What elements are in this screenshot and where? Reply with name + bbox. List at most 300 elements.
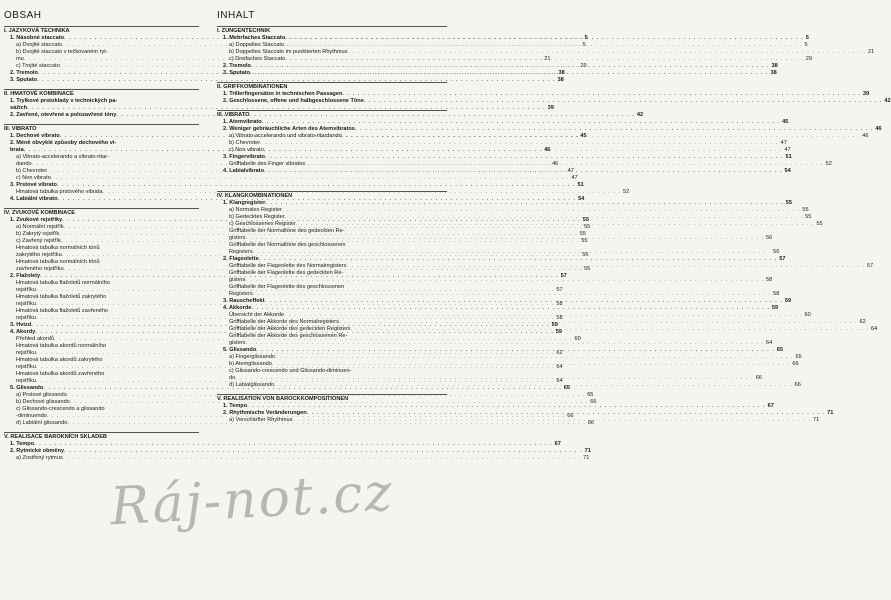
section-title: III. VIBRATO (4, 126, 37, 132)
entry-title: Hmatová tabulka flažoletů zavřeného (16, 308, 109, 314)
toc-entry[interactable] (217, 91, 870, 98)
entry-title: a) Normální rejstřík (16, 224, 64, 230)
leader-dots (285, 35, 804, 42)
leader-dots (285, 214, 804, 221)
entry-page: 55 (805, 214, 812, 220)
toc-entry[interactable] (4, 245, 199, 252)
entry-title: Přehled akordů (16, 336, 54, 342)
entry-title: a) Vibrato-accelerando und vibrato-ritardando (229, 133, 342, 139)
toc-entry[interactable] (4, 441, 561, 448)
block-gap (217, 105, 447, 108)
entry-title: b) Chevroter (16, 168, 48, 174)
entry-page: 67 (767, 403, 774, 409)
toc-entry[interactable] (217, 42, 808, 49)
entry-title: 1. Dechové vibrato (10, 133, 60, 139)
toc-column-german (217, 10, 891, 424)
section-rule (217, 82, 447, 83)
toc-entry[interactable] (4, 343, 199, 350)
entry-title: rejstříku (16, 301, 36, 307)
entry-title: Grifftabelle der Flageolette des Normalregisters (229, 263, 347, 269)
entry-title: 3. Sputato (223, 70, 251, 76)
entry-page: 59 (784, 298, 792, 304)
entry-title: 2. Flageolette (223, 256, 259, 262)
entry-title: brata (10, 147, 24, 153)
entry-page: 38 (557, 77, 564, 83)
toc-entry[interactable] (217, 228, 447, 235)
entry-page: 42 (884, 98, 891, 104)
toc-entry[interactable] (4, 182, 584, 189)
entry-page: 66 (587, 420, 595, 426)
entry-page: 65 (563, 385, 570, 391)
leader-dots (245, 235, 764, 242)
entry-title: Übersicht der Akkorde (229, 312, 285, 318)
entry-title: a) Doppeltes Staccato (229, 42, 285, 48)
toc-entry[interactable] (4, 259, 199, 266)
entry-title: -diminuendo (16, 413, 47, 419)
entry-title: Registers (229, 249, 253, 255)
entry-title: 2. Tremolo (223, 63, 251, 69)
entry-title: a) Fingerglissando (229, 354, 276, 360)
leader-dots (284, 312, 803, 319)
entry-title: b) Doppeltes Staccato im punktierten Rhythmus (229, 49, 348, 55)
entry-page: 54 (784, 168, 791, 174)
entry-title: 2. Geschlossene, offene und halbgeschlossene Töne (223, 98, 364, 104)
entry-page: 58 (765, 277, 773, 283)
entry-page: 57 (866, 263, 874, 269)
entry-title: 2. Rhythmische Veränderungen (223, 410, 307, 416)
entry-title: 1. Klangregister (223, 200, 266, 206)
entry-page: 58 (556, 315, 563, 321)
entry-title: b) Dechové glissando (16, 399, 70, 405)
block-gap (4, 84, 199, 87)
section-rule (4, 89, 199, 90)
toc-entry[interactable] (4, 154, 199, 161)
entry-page: 51 (785, 154, 792, 160)
toc-body-german (217, 26, 891, 424)
block-gap (4, 119, 199, 122)
entry-page: 62 (859, 319, 866, 325)
entry-page: 38 (558, 70, 565, 76)
entry-page: 46 (552, 161, 559, 167)
leader-dots (285, 56, 804, 63)
leader-dots (355, 126, 874, 133)
entry-title: Hmatová tabulka normálních tónů (16, 245, 100, 251)
entry-title: 2. Flažolety (10, 273, 41, 279)
entry-title: a) Verschärfter Rhythmus (229, 417, 293, 423)
section-rule (217, 394, 447, 395)
entry-title: d) Labiální glissando (16, 420, 68, 426)
entry-title: sážích (10, 105, 28, 111)
toc-entry[interactable] (217, 49, 875, 56)
entry-title: Grifftabelle der Akkorde des gedeckten Registers (229, 326, 351, 332)
toc-entry[interactable] (217, 270, 447, 277)
leader-dots (34, 441, 553, 448)
entry-page: 55 (816, 221, 823, 227)
toc-entry[interactable] (4, 371, 199, 378)
entry-page: 56 (773, 249, 780, 255)
toc-entry[interactable] (4, 98, 199, 105)
entry-title: Hmatová tabulka normálních tónů (16, 259, 100, 265)
leader-dots (259, 256, 778, 263)
entry-title: 3. Sputato (10, 77, 38, 83)
section-rule (4, 26, 199, 27)
entry-page: 57 (779, 256, 786, 262)
entry-title: 1. Atemvibrato (223, 119, 262, 125)
entry-page: 55 (802, 207, 809, 213)
entry-page: 55 (579, 231, 586, 237)
entry-page: 5 (805, 35, 809, 41)
entry-title: rejstříku (16, 364, 36, 370)
leader-dots (256, 347, 775, 354)
entry-page: 38 (770, 70, 777, 76)
block-gap (4, 203, 199, 206)
entry-title: 2. Tremolo (10, 70, 38, 76)
entry-title: gisters (229, 235, 246, 241)
entry-title: rejstříku (16, 287, 36, 293)
leader-dots (250, 70, 769, 77)
section-rule (217, 26, 447, 27)
leader-dots (282, 207, 801, 214)
entry-page: 57 (560, 273, 567, 279)
leader-dots (247, 403, 766, 410)
entry-page: 71 (583, 455, 590, 461)
section-rule (217, 110, 447, 111)
toc-entry[interactable] (4, 105, 554, 112)
entry-title: 1. Zvukové rejstříky (10, 217, 63, 223)
entry-page: 21 (544, 56, 551, 62)
entry-page: 47 (567, 168, 574, 174)
entry-page: 71 (812, 417, 820, 423)
entry-title: b) Gedecktes Register (229, 214, 285, 220)
entry-page: 56 (584, 266, 591, 272)
leader-dots (296, 221, 815, 228)
entry-page: 66 (792, 361, 799, 367)
entry-title: 2. Méně obvyklé způsoby dechového vi- (10, 140, 117, 146)
leader-dots (64, 448, 583, 455)
entry-page: 47 (571, 175, 578, 181)
entry-page: 64 (870, 326, 878, 332)
entry-page: 5 (584, 35, 588, 41)
leader-dots (264, 147, 783, 154)
entry-title: 3. Fingervibrato (223, 154, 265, 160)
entry-page: 60 (804, 312, 811, 318)
toc-entry[interactable] (4, 308, 199, 315)
entry-page: 42 (636, 112, 644, 118)
entry-title: 4. Labiální vibrato (10, 196, 58, 202)
entry-title: Grifftabelle der Normaltöne des geschlossenen (229, 242, 346, 248)
entry-title: 1. Trillerfingersätze in technischen Passagen (223, 91, 343, 97)
entry-page: 58 (773, 291, 780, 297)
entry-title: a) Vibrato-accelerando a vibrato-ritar- (16, 154, 109, 160)
entry-page: 29 (805, 56, 813, 62)
entry-title: gisters (229, 277, 246, 283)
entry-title: 5. Glissando (223, 347, 257, 353)
entry-page: 66 (794, 382, 801, 388)
toc-entry[interactable] (4, 406, 199, 413)
toc-entry[interactable] (217, 242, 447, 249)
entry-page: 39 (862, 91, 870, 97)
leader-dots (305, 161, 824, 168)
entry-page: 46 (862, 133, 869, 139)
entry-page: 66 (567, 413, 574, 419)
entry-page: 65 (795, 354, 802, 360)
leader-dots (346, 263, 865, 270)
entry-page: 71 (827, 410, 834, 416)
entry-title: c) Non vibrato (16, 175, 51, 181)
entry-title: c) Zavřený rejstřík (16, 238, 61, 244)
leader-dots (63, 455, 582, 462)
toc-entry[interactable] (217, 277, 773, 284)
entry-page: 58 (556, 301, 563, 307)
section-rule (4, 432, 199, 433)
leader-dots (342, 133, 861, 140)
entry-page: 52 (825, 161, 832, 167)
toc-entry[interactable] (4, 175, 578, 182)
entry-page: 51 (577, 182, 584, 188)
section-title: IV. KLANGKOMBINATIONEN (217, 193, 293, 199)
entry-page: 64 (556, 378, 563, 384)
leader-dots (274, 382, 793, 389)
toc-entry[interactable] (4, 455, 590, 462)
watermark: Ráj-not.cz (108, 462, 396, 538)
entry-page: 46 (875, 126, 882, 132)
entry-title: 1. Tempo (10, 441, 35, 447)
toc-entry[interactable] (217, 119, 789, 126)
toc-entry[interactable] (217, 291, 780, 298)
toc-entry[interactable] (4, 448, 591, 455)
entry-title: zavřeného rejstříku (16, 266, 64, 272)
section-title: I. ZUNGENTECHNIK (217, 28, 271, 34)
entry-title: a) Dvojité staccato (16, 42, 63, 48)
entry-title: 1. Mehrfaches Staccato (223, 35, 286, 41)
leader-dots (347, 49, 866, 56)
leader-dots (262, 119, 781, 126)
entry-page: 45 (782, 119, 789, 125)
entry-page: 54 (578, 196, 585, 202)
entry-title: rejstříku (16, 350, 36, 356)
entry-page: 38 (771, 63, 778, 69)
leader-dots (342, 91, 861, 98)
toc-entry[interactable] (217, 354, 802, 361)
leader-dots (253, 291, 772, 298)
leader-dots (264, 168, 783, 175)
leader-dots (251, 63, 770, 70)
entry-title: c) Geschlossenes Register (229, 221, 296, 227)
leader-dots (245, 340, 764, 347)
leader-dots (264, 298, 783, 305)
entry-page: 59 (555, 329, 563, 335)
entry-title: Hmatová tabulka akordů zakrytého (16, 357, 103, 363)
entry-title: 4. Labialvibrato (223, 168, 265, 174)
block-gap (217, 175, 447, 189)
entry-page: 55 (582, 217, 589, 223)
entry-title: 3. Prstové vibrato (10, 182, 57, 188)
entry-page: 60 (574, 336, 581, 342)
entry-title: 3. Rauscheffekt (223, 298, 265, 304)
toc-entry[interactable] (217, 35, 809, 42)
entry-title: c) Glissando-crescendo und Glissando-diminuen- (229, 368, 352, 374)
toc-entry[interactable] (217, 140, 787, 147)
entry-title: 5. Glissando (10, 385, 44, 391)
block-gap (4, 427, 199, 430)
entry-title: 2. Zavřené, otevřené a polozavřené tóny (10, 112, 117, 118)
entry-title: Grifftabelle der Flageolette des gedeckten Re- (229, 270, 344, 276)
entry-page: 66 (590, 399, 597, 405)
leader-dots (253, 249, 772, 256)
block-gap (217, 77, 447, 80)
toc-entry[interactable] (4, 140, 199, 147)
toc-entry[interactable] (217, 368, 447, 375)
toc-entry[interactable] (4, 357, 199, 364)
entry-title: c) Non vibrato (229, 147, 264, 153)
entry-title: gisters (229, 340, 246, 346)
toc-entry[interactable] (217, 249, 780, 256)
toc-entry[interactable] (4, 49, 199, 56)
toc-entry[interactable] (217, 284, 447, 291)
entry-title: Grifftabelle der Akkorde des Normalregisters (229, 319, 339, 325)
toc-entry[interactable] (217, 221, 823, 228)
entry-page: 55 (581, 238, 588, 244)
entry-page: 47 (780, 140, 787, 146)
section-title: III. VIBRATO (217, 112, 250, 118)
entry-title: Grifftabelle der Flageolette des geschlossenen (229, 284, 345, 290)
entry-title: b) Chevroter (229, 140, 261, 146)
entry-page: 56 (765, 235, 773, 241)
entry-title: 3. Hvizd (10, 322, 32, 328)
leader-dots (275, 354, 794, 361)
entry-title: c) Trojité staccato (16, 63, 60, 69)
toc-entry[interactable] (217, 305, 779, 312)
leader-dots (350, 326, 869, 333)
toc-heading-czech: OBSAH (4, 10, 42, 21)
leader-dots (265, 200, 784, 207)
leader-dots (265, 154, 784, 161)
toc-entry[interactable] (4, 294, 199, 301)
block-gap (217, 389, 447, 392)
entry-title: a) Zostřený rytmus (16, 455, 63, 461)
entry-title: mu (16, 56, 24, 62)
entry-title: 4. Akkorde (223, 305, 252, 311)
entry-title: Hmatová tabulka akordů zavřeného (16, 371, 105, 377)
entry-title: rejstříku (16, 378, 36, 384)
entry-title: do (229, 375, 236, 381)
entry-page: 59 (771, 305, 779, 311)
entry-title: c) Dreifaches Staccato (229, 56, 286, 62)
toc-entry[interactable] (217, 403, 774, 410)
section-rule (4, 124, 199, 125)
entry-title: Hmatová tabulka prstového vibrata (16, 189, 103, 195)
entry-page: 52 (622, 189, 630, 195)
leader-dots (272, 361, 791, 368)
entry-page: 39 (547, 105, 554, 111)
entry-page: 59 (551, 322, 558, 328)
entry-title: Hmatová tabulka flažoletů normálního (16, 280, 110, 286)
entry-page: 64 (765, 340, 773, 346)
entry-page: 65 (587, 392, 594, 398)
toc-entry[interactable] (4, 77, 564, 84)
entry-page: 45 (580, 133, 587, 139)
entry-title: Hmatová tabulka akordů normálního (16, 343, 107, 349)
entry-title: Grifftabelle des Finger vibratos (229, 161, 306, 167)
toc-entry[interactable] (217, 256, 786, 263)
entry-title: dando (16, 161, 32, 167)
entry-page: 5 (804, 42, 808, 48)
section-title: I. JAZYKOVÁ TECHNIKA (4, 28, 70, 34)
entry-page: 46 (544, 147, 551, 153)
entry-title: 2. Rytmické obměny (10, 448, 65, 454)
entry-title: Hmatová tabulka flažoletů zakrytého (16, 294, 107, 300)
toc-entry[interactable] (217, 333, 447, 340)
toc-entry[interactable] (217, 200, 793, 207)
section-rule (217, 191, 447, 192)
entry-page: 29 (580, 63, 587, 69)
leader-dots (339, 319, 858, 326)
entry-title: zakrytého rejstříku (16, 252, 62, 258)
section-title: II. HMATOVÉ KOMBINACE (4, 91, 74, 97)
leader-dots (235, 375, 754, 382)
entry-page: 47 (784, 147, 791, 153)
leader-dots (260, 140, 779, 147)
toc-entry[interactable] (217, 214, 812, 221)
toc-entry[interactable] (4, 280, 199, 287)
leader-dots (245, 277, 764, 284)
entry-title: a) Prstové glissando (16, 392, 67, 398)
entry-title: 4. Akordy (10, 329, 36, 335)
section-title: V. REALISACE BAROKNÍCH SKLADEB (4, 434, 107, 440)
entry-title: Grifftabelle der Akkorde des geschlossenen Re- (229, 333, 348, 339)
entry-page: 66 (755, 375, 762, 381)
toc-entry[interactable] (217, 98, 891, 105)
entry-title: 2. Weniger gebräuchliche Arten des Atemvibratos (223, 126, 355, 132)
entry-title: rejstříku (16, 315, 36, 321)
toc-entry[interactable] (217, 207, 809, 214)
entry-title: Grifftabelle der Normaltöne des gedeckten Re- (229, 228, 345, 234)
entry-title: a) Normales Register (229, 207, 282, 213)
section-title: V. REALISATION VON BAROCKKOMPOSITIONEN (217, 396, 349, 402)
entry-title: b) Dvojité staccato v tečkovaném ryt- (16, 49, 108, 55)
entry-page: 55 (584, 224, 591, 230)
leader-dots (284, 42, 803, 49)
section-rule (4, 208, 199, 209)
toc-entry[interactable] (217, 70, 777, 77)
toc-entry[interactable] (217, 126, 882, 133)
entry-page: 5 (582, 42, 586, 48)
toc-entry[interactable] (217, 340, 773, 347)
entry-title: Registers (229, 291, 253, 297)
entry-title: 1. Tempo (223, 403, 248, 409)
entry-page: 56 (582, 252, 589, 258)
entry-page: 67 (554, 441, 561, 447)
entry-page: 21 (867, 49, 875, 55)
entry-title: d) Labialglissando (229, 382, 275, 388)
leader-dots (292, 417, 811, 424)
entry-page: 55 (785, 200, 793, 206)
entry-page: 64 (556, 364, 563, 370)
section-title: IV. ZVUKOVÉ KOMBINACE (4, 210, 75, 216)
toc-heading-german: INHALT (217, 10, 255, 21)
entry-title: 1. Násobné staccato (10, 35, 65, 41)
leader-dots (251, 305, 770, 312)
entry-page: 57 (556, 287, 563, 293)
entry-page: 62 (556, 350, 563, 356)
entry-page: 65 (776, 347, 783, 353)
toc-entry[interactable] (217, 154, 792, 161)
entry-page: 71 (584, 448, 591, 454)
entry-title: 1. Trylkové prstoklady v technických pa- (10, 98, 118, 104)
leader-dots (364, 98, 883, 105)
section-title: II. GRIFFKOMBINATIONEN (217, 84, 288, 90)
entry-title: b) Atemglissando (229, 361, 272, 367)
